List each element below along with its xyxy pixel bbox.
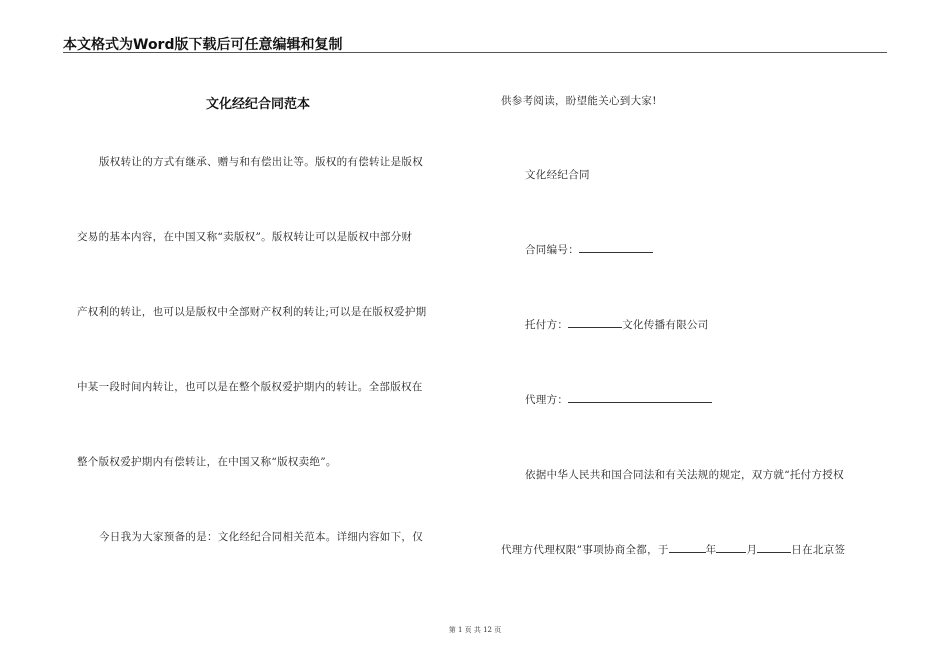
left-paragraph-line-5: 整个版权爱护期内有偿转让，在中国又称“版权卖绝”。 [77, 456, 337, 468]
left-paragraph-line-6: 今日我为大家预备的是：文化经纪合同相关范本。详细内容如下，仅 [99, 531, 423, 543]
left-paragraph-line-2: 交易的基本内容，在中国又称“卖版权”。版权转让可以是版权中部分财 [77, 231, 413, 243]
client-blank [568, 317, 622, 328]
day-blank [757, 542, 791, 553]
month-label: 月 [746, 544, 758, 556]
page-header-title: 本文格式为Word版下载后可任意编辑和复制 [63, 37, 343, 53]
contract-number-label: 合同编号： [525, 244, 579, 256]
client-suffix: 文化传播有限公司 [622, 319, 709, 331]
header-divider [63, 52, 887, 53]
basis-line: 依据中华人民共和国合同法和有关法规的规定，双方就“托付方授权 [525, 469, 844, 481]
left-paragraph-line-1: 版权转让的方式有继承、赠与和有偿出让等。版权的有偿转让是版权 [99, 156, 423, 168]
agent-blank [568, 392, 712, 403]
left-paragraph-line-4: 中某一段时间内转让，也可以是在整个版权爱护期内的转让。全部版权在 [77, 381, 423, 393]
month-blank [716, 542, 746, 553]
year-blank [669, 542, 706, 553]
agent-label: 代理方： [525, 394, 569, 406]
client-row [525, 317, 709, 332]
year-label: 年 [705, 544, 717, 556]
document-title: 文化经纪合同范本 [206, 97, 311, 112]
signing-text: 代理方代理权限”事项协商全都，于 [501, 544, 669, 556]
client-label: 托付方： [525, 319, 569, 331]
contract-title: 文化经纪合同 [525, 169, 590, 181]
contract-number-row [525, 242, 653, 257]
page-number: 第 1 页 共 12 页 [448, 626, 502, 634]
contract-number-blank [579, 242, 653, 253]
left-paragraph-line-3: 产权利的转让，也可以是版权中全部财产权利的转让;可以是在版权爱护期 [77, 306, 427, 318]
day-label: 日在北京签 [791, 544, 846, 556]
agent-row [525, 392, 712, 407]
right-line-continuation: 供参考阅读，盼望能关心到大家! [501, 95, 657, 107]
signing-date-row [501, 542, 845, 557]
